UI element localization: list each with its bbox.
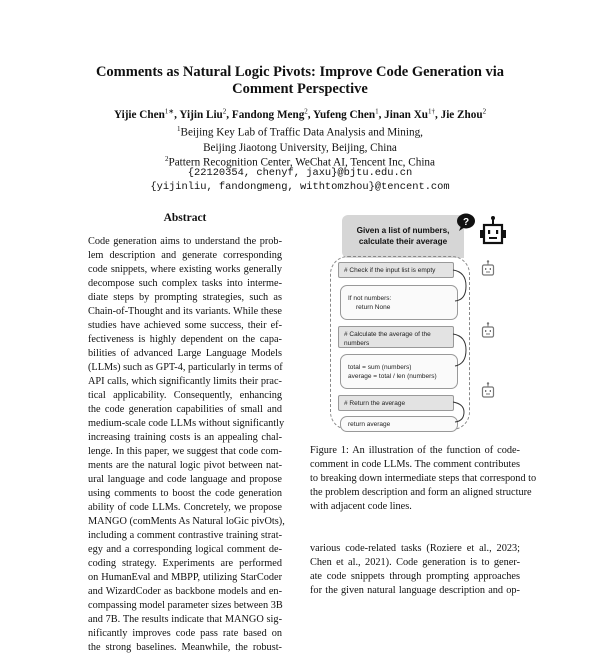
text-line: comment in code LLMs. The comment contributes <box>310 459 520 470</box>
robot-icon-large <box>480 215 506 250</box>
text-line: lenge. In this paper, we suggest that code com- <box>88 446 282 457</box>
text-line: for the given natural language description and op- <box>310 585 520 596</box>
text-line: Code generation aims to understand the prob- <box>88 236 282 247</box>
robot-icon-small <box>480 260 496 281</box>
text-line: and 7B. The results indicate that MANGO sig- <box>88 614 282 625</box>
code-box-2: total = sum (numbers) average = total / len (numbers) <box>340 354 458 389</box>
email-tencent: {yijinliu, fandongmeng, withtomzhou}@tencent.com <box>150 181 450 193</box>
code-box-3: return average <box>340 416 458 432</box>
text-line: medium-scale code LLMs without significantly <box>88 418 285 429</box>
author: Jie Zhou$^2$ <box>440 107 487 121</box>
svg-text:?: ? <box>462 217 470 228</box>
text-line: the problem description and form an aligned structure <box>310 487 532 498</box>
text-line: tical applicability. Consequently, enhancing <box>88 390 282 401</box>
text-line: the strong baselines. Meanwhile, the robust- <box>88 642 282 653</box>
text-line: various code-related tasks (Roziere et al., 2023; <box>310 543 520 554</box>
figure-caption <box>310 444 537 514</box>
text-line: code snippets, where existing works generally <box>88 264 282 275</box>
text-line: studies have achieved some success, their ef- <box>88 320 282 331</box>
text-line: egy and a corresponding logical comment de- <box>88 544 282 555</box>
author: Jinan $Xu^{1\dagger}$ <box>384 107 435 121</box>
comment-box-3: # Return the average <box>338 395 454 411</box>
text-line: bilities of advanced Large Language Models <box>88 348 282 359</box>
affiliation-2: $^2$Pattern Recognition Center, WeChat AI, Tencent Inc, China <box>164 155 435 169</box>
comment-box-1: # Check if the input list is empty <box>338 262 454 278</box>
text-line: including a comment contrastive training strat- <box>88 530 282 541</box>
connector-arrows <box>450 266 472 436</box>
text-line: Chain-of-Thought and its variants. While these <box>88 306 282 317</box>
text-line: ate code snippets through prompting approaches <box>310 571 520 582</box>
text-line: using comments to boost the code generation <box>88 488 282 499</box>
question-bubble-icon <box>456 213 476 236</box>
paper-title-line-1: Comments as Natural Logic Pivots: Improve Code Generation via <box>95 64 505 80</box>
author: Fandong Meng$^2$ <box>231 107 308 121</box>
author: Yijie Chen$^{1∗}$ <box>113 107 175 121</box>
text-line: the code generation capabilities of small and <box>88 404 282 415</box>
text-line: (LLMs) such as GPT-4, particularly in terms of <box>88 362 283 373</box>
code-box-1: If not numbers: return None <box>340 285 458 320</box>
text-line: compassing model parameter sizes between 3B <box>88 600 283 611</box>
email-bjtu: {22120354, chenyf, jaxu}@bjtu.edu.cn <box>187 167 413 179</box>
comment-box-2: # Calculate the average of the numbers <box>338 326 454 348</box>
text-line: coding strategy. Experiments are performed <box>88 558 282 569</box>
text-line: to breaking down intermediate steps that correspond to <box>310 473 537 484</box>
prompt-bubble: Given a list of numbers, calculate their average <box>342 215 464 258</box>
text-line: lem description and generate corresponding <box>88 250 282 261</box>
paper-title <box>0 64 600 98</box>
text-line: increasing training costs is an appealing chal- <box>88 432 282 443</box>
text-line: nificantly improves code pass rate based on <box>88 628 282 639</box>
author: Yijin Liu$^2$ <box>179 107 227 121</box>
text-line: fectiveness is highly dependent on the capa- <box>88 334 282 345</box>
text-line: decompose such complex tasks into interme- <box>88 278 282 289</box>
paper-title-line-2: Comment Perspective <box>232 81 368 97</box>
robot-icon-small <box>480 322 496 343</box>
text-line: on HumanEval and MBPP, utilizing StarCoder <box>88 572 282 583</box>
affiliation-1: $^1$Beijing Key Lab of Traffic Data Analysis and Mining, Beijing Jiaotong University, Beijing, China <box>177 125 423 154</box>
text-line: MANGO (comMents As Natural loGic pivOts), <box>88 516 285 527</box>
text-line: Figure 1: An illustration of the function of code- <box>310 445 520 456</box>
text-line: Chen et al., 2021). Code generation is to gener- <box>310 557 520 568</box>
author-list: Yijie Chen$^{1∗}$, Yijin Liu$^2$, Fandong Meng$^2$, Yufeng Chen$^1$, Jinan $Xu^{1\dagger}$, Jie Zhou$^2$ <box>113 107 487 121</box>
author: Yufeng Chen$^1$ <box>312 107 379 121</box>
figure-1 <box>330 212 520 432</box>
text-line: ments are the natural logic pivot between nat- <box>88 460 282 471</box>
text-line: diate steps by prompting strategies, such as <box>88 292 282 303</box>
text-line: ability of code LLMs. Concretely, we propose <box>88 502 282 513</box>
text-line: with adjacent code lines. <box>310 501 412 512</box>
text-line: ural language and code language and propose <box>88 474 282 485</box>
abstract-text <box>88 235 285 655</box>
abstract-heading: Abstract <box>163 212 207 224</box>
intro-body-text <box>310 542 520 598</box>
text-line: and WizardCoder as backbone models and en- <box>88 586 282 597</box>
robot-icon-small <box>480 382 496 403</box>
text-line: API calls, which significantly limits their prac- <box>88 376 282 387</box>
